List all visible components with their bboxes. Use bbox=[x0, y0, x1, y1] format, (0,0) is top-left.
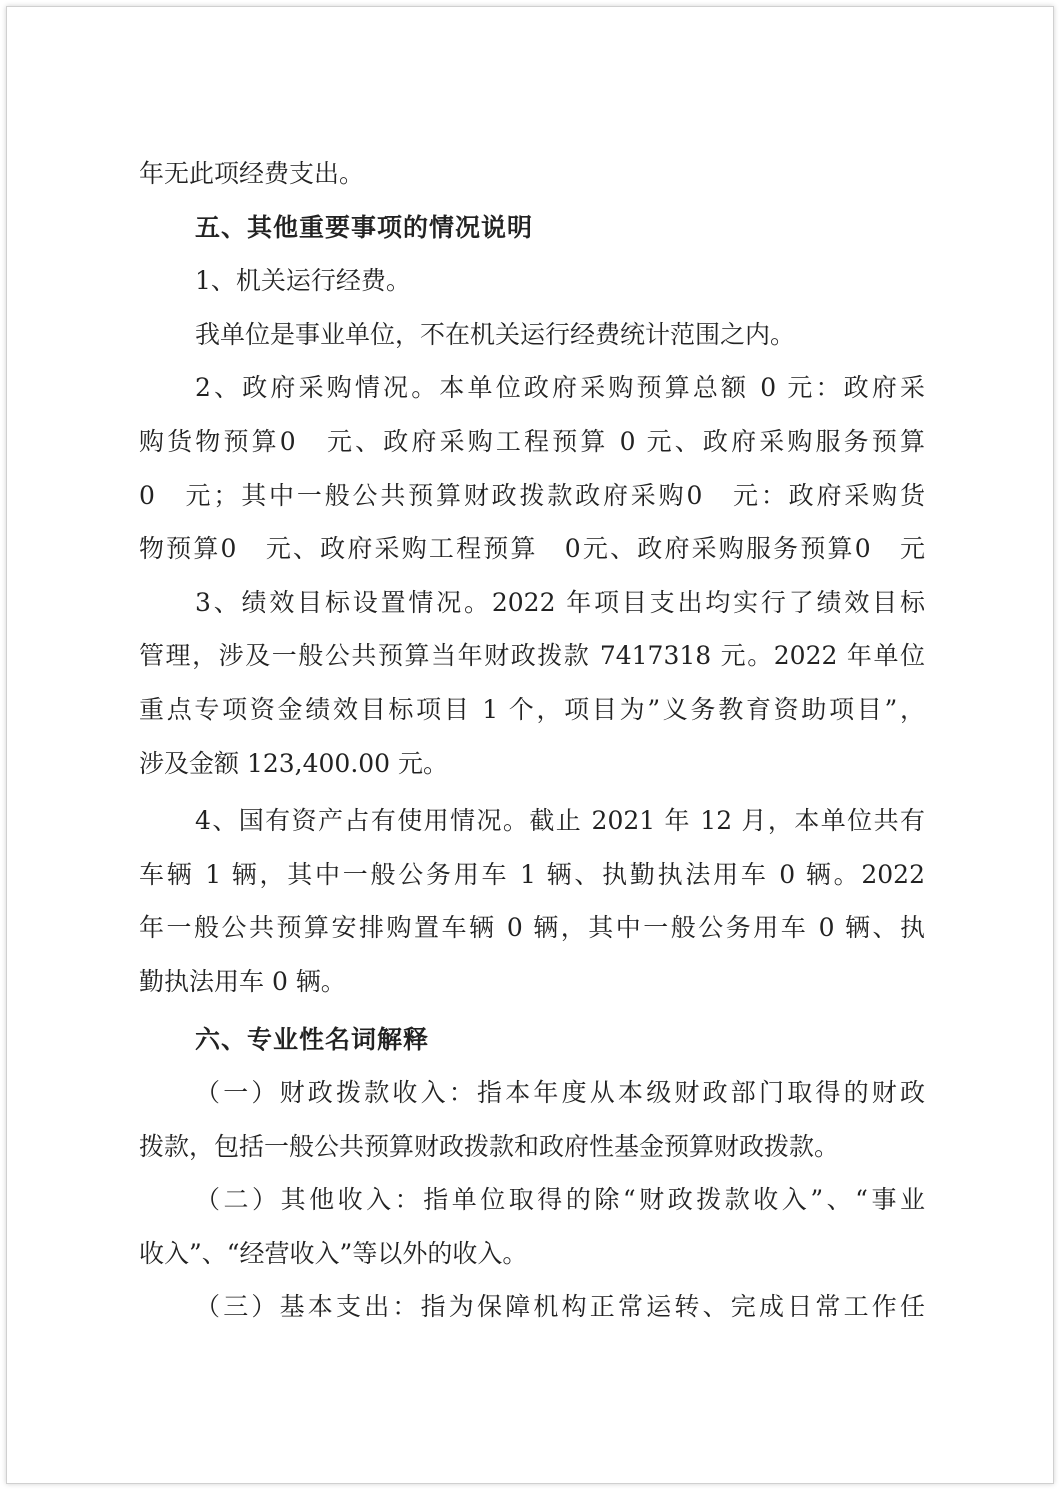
text-line: 2、政府采购情况。本单位政府采购预算总额 0 元：政府采 bbox=[195, 373, 925, 403]
text-line: 1、机关运行经费。 bbox=[195, 266, 411, 296]
text-line: 4、国有资产占有使用情况。截止 2021 年 12 月，本单位共有 bbox=[195, 806, 925, 836]
section-heading-other-matters: 五、其他重要事项的情况说明 bbox=[195, 212, 534, 242]
text-line: 我单位是事业单位，不在机关运行经费统计范围之内。 bbox=[195, 319, 796, 349]
text-line: 拨款，包括一般公共预算财政拨款和政府性基金预算财政拨款。 bbox=[139, 1131, 840, 1161]
text-line: 收入”、“经营收入”等以外的收入。 bbox=[139, 1238, 528, 1268]
text-line: 0 元；其中一般公共预算财政拨款政府采购0 元：政府采购货 bbox=[139, 480, 925, 510]
text-line: 管理，涉及一般公共预算当年财政拨款 7417318 元。2022 年单位 bbox=[139, 641, 925, 671]
text-line: 物预算0 元、政府采购工程预算 0元、政府采购服务预算0 元 bbox=[139, 534, 925, 564]
text-line: 购货物预算0 元、政府采购工程预算 0 元、政府采购服务预算 bbox=[139, 426, 925, 456]
section-heading-terms: 六、专业性名词解释 bbox=[195, 1024, 430, 1054]
text-line: 车辆 1 辆，其中一般公务用车 1 辆、执勤执法用车 0 辆。2022 bbox=[139, 859, 925, 889]
document-page bbox=[6, 6, 1054, 1484]
text-line: 3、绩效目标设置情况。2022 年项目支出均实行了绩效目标 bbox=[195, 587, 925, 617]
text-line: 重点专项资金绩效目标项目 1 个，项目为”义务教育资助项目”， bbox=[139, 694, 925, 724]
document-body bbox=[139, 147, 925, 1334]
text-line: 勤执法用车 0 辆。 bbox=[139, 966, 346, 996]
text-line: 涉及金额 123,400.00 元。 bbox=[139, 748, 449, 778]
text-line: 年无此项经费支出。 bbox=[139, 159, 365, 188]
text-line: （二）其他收入：指单位取得的除“财政拨款收入”、“事业 bbox=[195, 1185, 925, 1215]
text-line: 年一般公共预算安排购置车辆 0 辆，其中一般公务用车 0 辆、执 bbox=[139, 913, 925, 943]
text-line: （三）基本支出：指为保障机构正常运转、完成日常工作任 bbox=[195, 1292, 925, 1322]
text-line: （一）财政拨款收入：指本年度从本级财政部门取得的财政 bbox=[195, 1078, 925, 1108]
